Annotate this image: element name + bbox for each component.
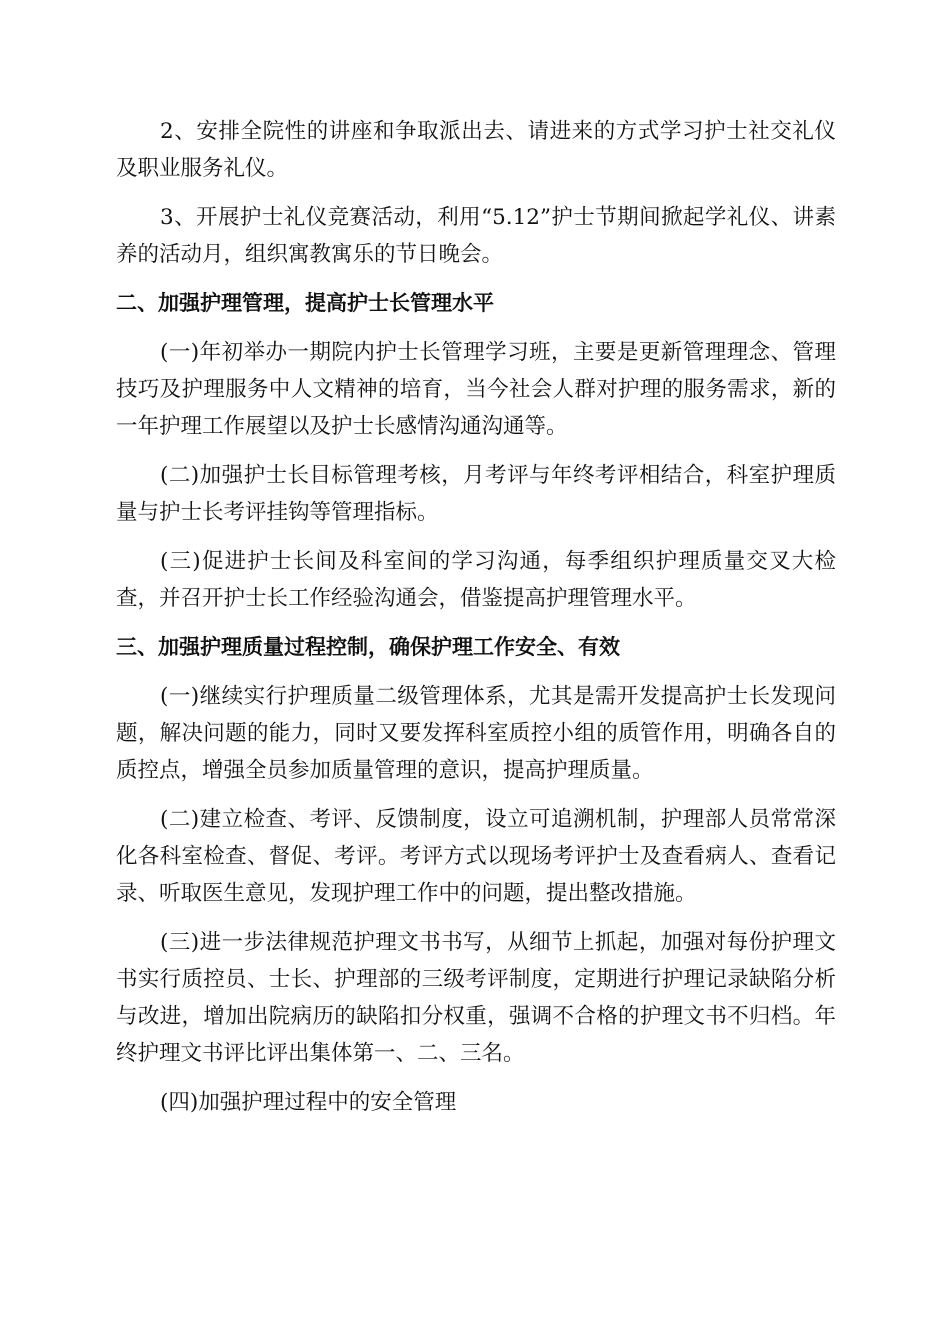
paragraph-item-2-lectures: 2、安排全院性的讲座和争取派出去、请进来的方式学习护士社交礼仪及职业服务礼仪。 [116,119,836,181]
paragraph-2-3: (三)促进护士长间及科室间的学习沟通，每季组织护理质量交叉大检查，并召开护士长工作经验沟通会，借鉴提高护理管理水平。 [116,549,836,611]
paragraph-2-2: (二)加强护士长目标管理考核，月考评与年终考评相结合，科室护理质量与护士长考评挂钩等管理指标。 [116,463,836,525]
paragraph-2-1: (一)年初举办一期院内护士长管理学习班，主要是更新管理理念、管理技巧及护理服务中人文精神的培育，当今社会人群对护理的服务需求，新的一年护理工作展望以及护士长感情沟通沟通等。 [116,340,836,439]
section-heading-3: 三、加强护理质量过程控制，确保护理工作安全、有效 [116,635,620,659]
document-body [116,113,836,1133]
paragraph-3-1: (一)继续实行护理质量二级管理体系，尤其是需开发提高护士长发现问题，解决问题的能力，同时又要发挥科室质控小组的质管作用，明确各自的质控点，增强全员参加质量管理的意识，提高护理质量。 [116,684,836,783]
paragraph-3-4: (四)加强护理过程中的安全管理 [160,1090,457,1115]
paragraph-item-3-competition: 3、开展护士礼仪竞赛活动，利用“5.12”护士节期间掀起学礼仪、讲素养的活动月，组织寓教寓乐的节日晚会。 [116,205,836,267]
section-heading-2: 二、加强护理管理，提高护士长管理水平 [116,291,494,315]
paragraph-3-3: (三)进一步法律规范护理文书书写，从细节上抓起，加强对每份护理文书实行质控员、士长、护理部的三级考评制度，定期进行护理记录缺陷分析与改进，增加出院病历的缺陷扣分权重，强调不合格的护理文书不归档。年终护理文书评比评出集体第一、二、三名。 [116,930,836,1066]
paragraph-3-2: (二)建立检查、考评、反馈制度，设立可追溯机制，护理部人员常常深化各科室检查、督促、考评。考评方式以现场考评护士及查看病人、查看记录、听取医生意见，发现护理工作中的问题，提出整改措施。 [116,807,836,906]
